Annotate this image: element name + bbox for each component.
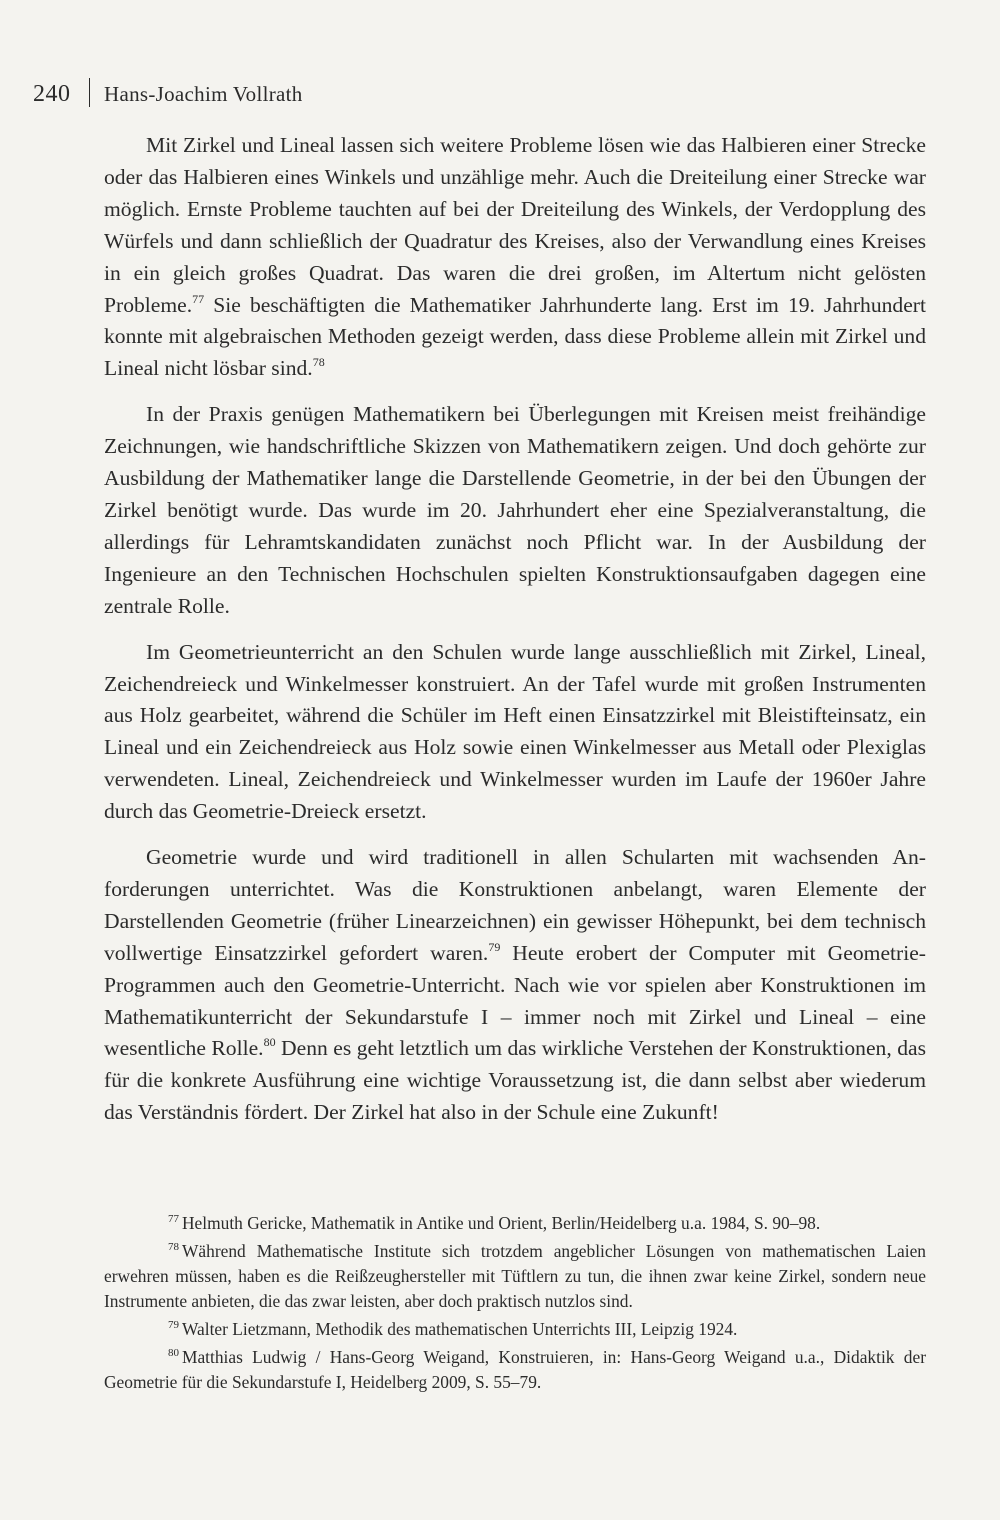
paragraph-2 (104, 399, 926, 622)
footnote-ref-80[interactable]: 80 (263, 1035, 276, 1050)
footnote-77: 77 Helmuth Gericke, Mathematik in Antike und Orient, Berlin/Heidelberg u.a. 1984, S. 90–98. (168, 1213, 821, 1233)
paragraph-text: Sie beschäftigten die Mathematiker Jahrhunderte lang. Erst im 19. Jahrhundert konnte mit algebraischen Methoden gezeigt werden, dass diese Probleme allein mit Zirkel und Lineal nicht lösbar sind. (104, 292, 926, 381)
footnotes (104, 1211, 926, 1398)
paragraph-text: Im Geometrieunterricht an den Schulen wurde lange ausschließlich mit Zirkel, Lineal, Zeichendreieck und Winkelmesser konstruiert. An der Tafel wurde mit großen Instrumenten aus Holz gearbeitet, während die Schüler im Heft einen Einsatzzirkel mit Bleistifteinsatz, ein Lineal und ein Zeichendreieck aus Holz sowie einen Winkelmesser aus Metall oder Plexiglas verwendeten. Lineal, Zeichendreieck und Winkelmesser wurden im Laufe der 1960er Jahre durch das Geometrie-Dreieck ersetzt. (104, 639, 926, 824)
paragraph-text: Mit Zirkel und Lineal lassen sich weitere Probleme lösen wie das Halbieren einer Strecke oder das Halbieren eines Winkels und unzählige mehr. Auch die Dreiteilung einer Strecke war möglich. Ernste Probleme tauchten auf bei der Dreiteilung des Winkels, der Verdopplung des Würfels und dann schließlich der Quadratur des Kreises, also der Verwandlung eines Kreises in ein gleich großes Quadrat. Das waren die drei großen, im Altertum nicht gelösten Probleme. (104, 133, 926, 317)
footnote-79: 79 Walter Lietzmann, Methodik des mathematischen Unterrichts III, Leipzig 1924. (168, 1319, 738, 1339)
footnote-text: Matthias Ludwig / Hans-Georg Weigand, Konstruieren, in: Hans-Georg Weigand u.a., Didaktik der Geometrie für die Sekundarstufe I, Heidelberg 2009, S. 55–79. (104, 1347, 926, 1392)
footnote-ref-77[interactable]: 77 (192, 291, 205, 306)
paragraph-text: In der Praxis genügen Mathematikern bei Überlegungen mit Kreisen meist freihändige Zeichnungen, wie handschriftliche Skizzen von Mathematikern zeigen. Und doch gehörte zur Ausbildung der Mathematiker lange die Darstellende Geometrie, in der bei den Übungen der Zirkel benötigt wurde. Das wurde im 20. Jahrhundert eher eine Spezialveranstaltung, die allerdings für Lehramtskandidaten zunächst noch Pflicht war. In der Ausbildung der Ingenieure an den Technischen Hochschulen spielten Konstruktionsaufgaben dagegen eine zentrale Rolle. (104, 402, 926, 618)
footnote-80: 80 Matthias Ludwig / Hans-Georg Weigand, Konstruieren, in: Hans-Georg Weigand u.a., Didaktik der Geometrie für die Sekundarstufe I, Heidelberg 2009, S. 55–79. (104, 1347, 926, 1392)
header-divider (89, 78, 91, 107)
paragraph-text: Denn es geht letztlich um das wirkliche Verstehen der Konstruktionen, das für die konkrete Ausführung eine wichtige Voraussetzung ist, die dann selbst aber wiederum das Verständnis fördert. Der Zirkel hat also in der Schule eine Zukunft! (104, 1036, 926, 1125)
paragraph-1 (104, 130, 926, 385)
paragraph-4 (104, 842, 926, 1129)
footnote-ref-79[interactable]: 79 (488, 939, 501, 954)
running-head (33, 78, 303, 109)
author-name: Hans-Joachim Vollrath (104, 82, 303, 106)
page-number: 240 (33, 81, 71, 107)
body-text (104, 130, 926, 1143)
footnote-text: Walter Lietzmann, Methodik des mathematischen Unterrichts III, Leipzig 1924. (182, 1319, 738, 1339)
footnote-text: Helmuth Gericke, Mathematik in Antike und Orient, Berlin/Heidelberg u.a. 1984, S. 90–98. (182, 1213, 821, 1233)
footnote-78: 78 Während Mathematische Institute sich trotzdem angeblicher Lösungen von mathematischen Laien erwehren müssen, haben es die Reißzeughersteller mit Tüftlern zu tun, die ihnen zwar keine Zirkel, sondern neue Instrumente anbieten, die das zwar leisten, aber doch praktisch nutzlos sind. (104, 1241, 926, 1311)
footnote-ref-78[interactable]: 78 (312, 355, 325, 370)
footnote-text: Während Mathematische Institute sich trotzdem angeblicher Lösungen von mathematischen Laien erwehren müssen, haben es die Reißzeughersteller mit Tüftlern zu tun, die ihnen zwar keine Zirkel, sondern neue Instrumente anbieten, die das zwar leisten, aber doch praktisch nutzlos sind. (104, 1241, 926, 1311)
paragraph-text: Heute erobert der Computer mit Geometrie-Programmen auch den Geometrie-Unterricht. Nach wie vor spielen aber Konstruktionen im Mathematikunterricht der Sekundarstufe I – immer noch mit Zirkel und Lineal – eine wesentliche Rolle. (104, 940, 926, 1061)
paragraph-3 (104, 637, 926, 828)
paragraph-text: Geometrie wurde und wird traditionell in allen Schularten mit wachsenden Anforderungen unterrichtet. Was die Konstruktionen anbelangt, waren Elemente der Darstellenden Geometrie (früher Linearzeichnen) ein gewisser Höhepunkt, bei dem technisch vollwertige Einsatzzirkel gefordert waren. (104, 845, 926, 965)
